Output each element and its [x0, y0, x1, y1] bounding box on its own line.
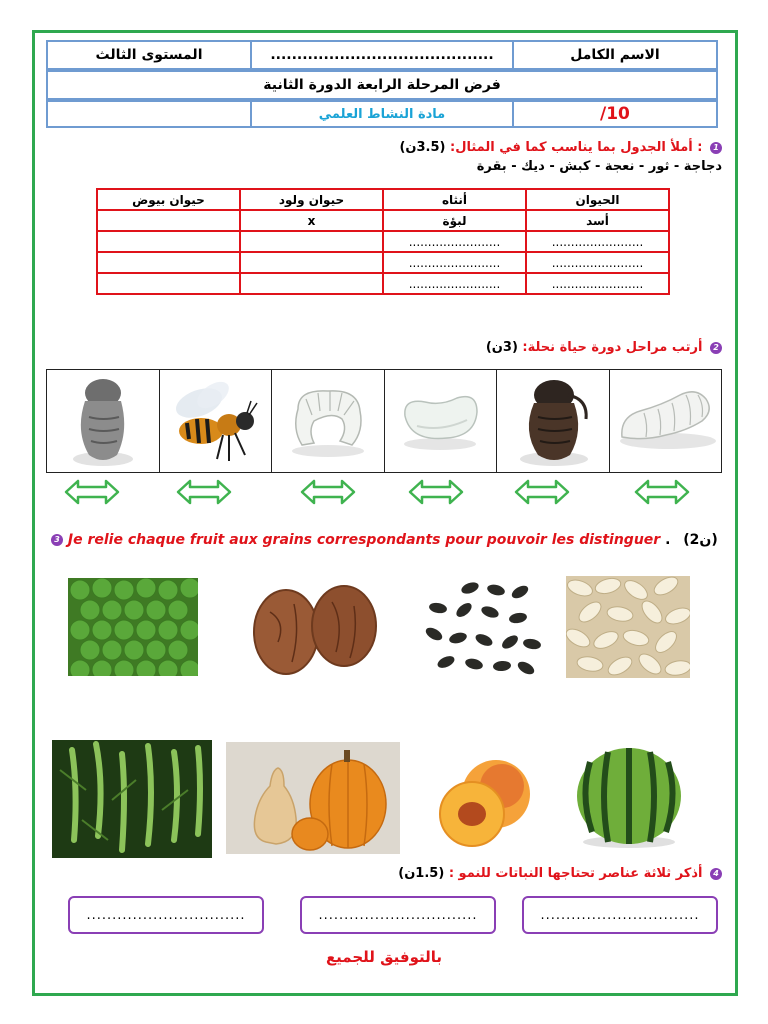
table-header-cell: حيوان ولود: [240, 189, 383, 210]
q4-points: (1.5ن): [398, 866, 445, 881]
table-blank-cell[interactable]: ........................: [526, 252, 669, 273]
peas-icon: [68, 578, 198, 676]
peas-image[interactable]: [68, 578, 198, 676]
table-blank-cell[interactable]: ........................: [526, 273, 669, 294]
q2-number-icon: 2: [710, 342, 722, 354]
subject-cell: [250, 100, 514, 128]
q3-heading: [48, 532, 728, 548]
footer-wish-text: بالتوفيق للجميع: [325, 948, 443, 966]
table-row: [97, 210, 669, 231]
answer-dots: ...............................: [318, 907, 478, 923]
exam-title-cell: [46, 70, 718, 100]
egg-icon: [395, 386, 485, 456]
q4-instruction: أذكر ثلاثة عناصر تحتاجها النباتات للنمو :: [448, 866, 703, 881]
table-header-cell: حيوان بيوض: [97, 189, 240, 210]
q1-word-list: [302, 159, 722, 174]
table-row: [97, 273, 669, 294]
peach-icon: [432, 746, 532, 850]
bee-icon: [165, 373, 265, 469]
watermelon-icon: [570, 744, 688, 852]
full-name-label: الاسم الكامل: [570, 47, 660, 63]
q3-points: (2ن): [683, 532, 718, 548]
double-arrow-icon[interactable]: [64, 478, 120, 506]
pumpkin-icon: [226, 742, 400, 854]
table-blank-cell[interactable]: [97, 273, 240, 294]
q1-points: (3.5ن): [399, 140, 446, 155]
peach-image[interactable]: [432, 746, 532, 850]
larva-image-cell: [609, 370, 722, 472]
level-text: المستوى الثالث: [95, 47, 203, 63]
exam-title: فرض المرحلة الرابعة الدورة الثانية: [263, 77, 501, 93]
score-cell: [512, 100, 718, 128]
empty-cell: [46, 100, 252, 128]
peach-pit-icon: [248, 582, 380, 680]
table-blank-cell[interactable]: [240, 231, 383, 252]
bee-life-cycle-row: [46, 369, 722, 473]
table-header-cell: الحيوان: [526, 189, 669, 210]
larva-icon: [610, 381, 720, 461]
grey-pupa-image-cell: [47, 370, 159, 472]
table-blank-cell[interactable]: ........................: [383, 273, 526, 294]
table-blank-cell[interactable]: ........................: [383, 231, 526, 252]
full-name-label-cell: [512, 40, 718, 70]
q1-heading: [302, 140, 722, 155]
name-field[interactable]: [250, 40, 514, 70]
q1-number-icon: 1: [710, 142, 722, 154]
double-arrow-icon[interactable]: [300, 478, 356, 506]
curled-larva-image-cell: [271, 370, 384, 472]
table-blank-cell[interactable]: [97, 252, 240, 273]
table-header-row: [97, 189, 669, 210]
answer-dots: ...............................: [540, 907, 700, 923]
table-header-cell: أنثاه: [383, 189, 526, 210]
pumpkin-seeds-image[interactable]: [566, 576, 690, 678]
answer-box-1[interactable]: [522, 896, 718, 934]
curled-larva-icon: [280, 381, 376, 461]
table-cell: أسد: [526, 210, 669, 231]
footer-wish: [284, 948, 484, 966]
pumpkins-image[interactable]: [226, 742, 400, 854]
table-cell: x: [240, 210, 383, 231]
q2-instruction: أرتب مراحل دورة حياة نحلة:: [522, 340, 703, 355]
peach-pits-image[interactable]: [248, 582, 380, 680]
table-blank-cell[interactable]: ........................: [526, 231, 669, 252]
adult-bee-image-cell: [159, 370, 272, 472]
table-blank-cell[interactable]: [240, 273, 383, 294]
double-arrow-icon[interactable]: [176, 478, 232, 506]
answer-dots: ...............................: [86, 907, 246, 923]
table-blank-cell[interactable]: ........................: [383, 252, 526, 273]
table-row: [97, 252, 669, 273]
table-blank-cell[interactable]: [240, 252, 383, 273]
q3-number-icon: 3: [51, 534, 63, 546]
score-text: /10: [600, 104, 630, 124]
table-cell: لبؤة: [383, 210, 526, 231]
double-arrow-icon[interactable]: [408, 478, 464, 506]
q1-instruction: : أملأ الجدول بما يناسب كما في المثال:: [450, 140, 703, 155]
watermelon-seeds-image[interactable]: [424, 578, 542, 680]
watermelon-seed-icon: [424, 578, 542, 680]
dark-pupa-image-cell: [496, 370, 609, 472]
q3-instruction: Je relie chaque fruit aux grains correspondants pour pouvoir les distinguer: [67, 532, 661, 548]
double-arrow-icon[interactable]: [514, 478, 570, 506]
pumpkin-seed-icon: [566, 576, 690, 678]
dark-pupa-icon: [508, 373, 598, 469]
q2-points: (3ن): [485, 340, 518, 355]
pea-plant-image[interactable]: [52, 740, 212, 858]
subject-text: مادة النشاط العلمي: [318, 106, 446, 122]
egg-image-cell: [384, 370, 497, 472]
table-cell: [97, 210, 240, 231]
watermelon-image[interactable]: [570, 744, 688, 852]
pea-pod-icon: [52, 740, 212, 858]
q4-heading: [342, 866, 722, 881]
table-blank-cell[interactable]: [97, 231, 240, 252]
q4-number-icon: 4: [710, 868, 722, 880]
table-row: [97, 231, 669, 252]
level-cell: [46, 40, 252, 70]
double-arrow-icon[interactable]: [634, 478, 690, 506]
q2-heading: [422, 340, 722, 355]
answer-box-2[interactable]: [300, 896, 496, 934]
name-dots: ..........................................: [270, 47, 494, 63]
q1-words: دجاجة - ثور - نعجة - كبش - ديك - بقرة: [476, 159, 722, 174]
q3-dot: .: [665, 532, 671, 548]
answer-box-3[interactable]: [68, 896, 264, 934]
animals-table: [96, 188, 670, 295]
grey-pupa-icon: [63, 373, 143, 469]
